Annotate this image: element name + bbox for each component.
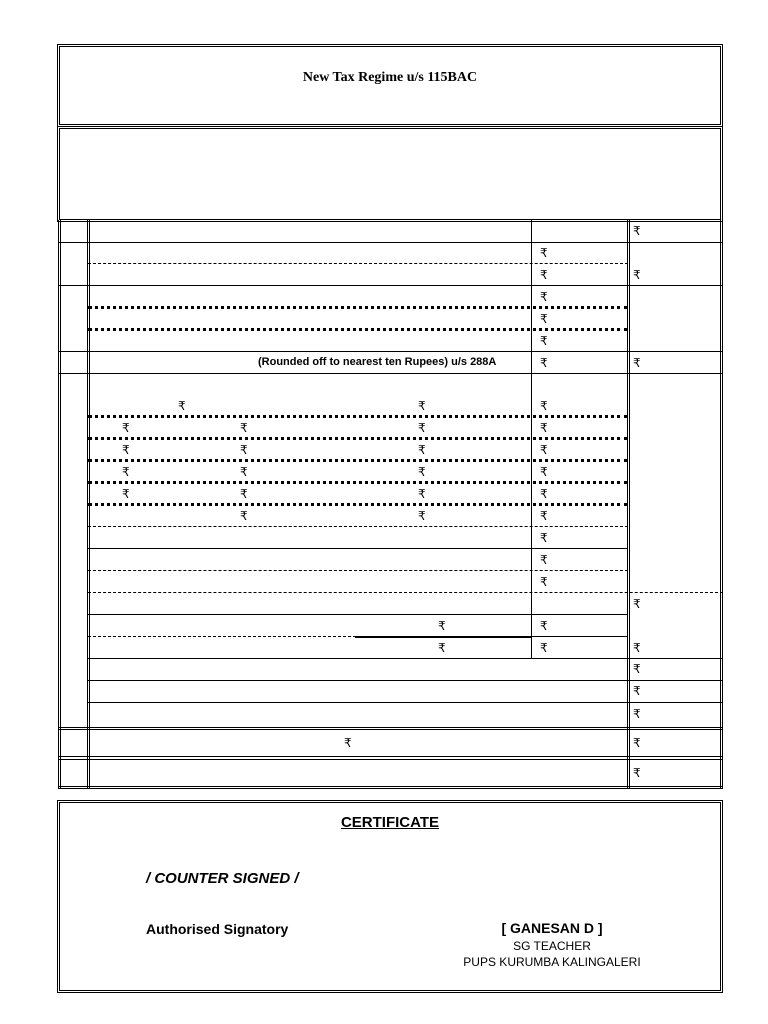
rupee-icon: ₹	[540, 487, 548, 501]
row-line	[58, 759, 723, 760]
rupee-icon: ₹	[633, 707, 641, 721]
rupee-icon: ₹	[240, 421, 248, 435]
row-line	[88, 702, 723, 703]
underline-segment	[355, 636, 531, 638]
rupee-icon: ₹	[633, 662, 641, 676]
rupee-icon: ₹	[438, 619, 446, 633]
row-line	[58, 756, 723, 757]
rupee-icon: ₹	[633, 684, 641, 698]
rupee-icon: ₹	[418, 465, 426, 479]
rupee-icon: ₹	[418, 487, 426, 501]
rupee-icon: ₹	[418, 443, 426, 457]
row-dotted-line	[88, 437, 628, 440]
rupee-icon: ₹	[540, 619, 548, 633]
rupee-icon: ₹	[540, 509, 548, 523]
rupee-icon: ₹	[540, 465, 548, 479]
rupee-icon: ₹	[240, 465, 248, 479]
rupee-icon: ₹	[438, 641, 446, 655]
rupee-icon: ₹	[540, 399, 548, 413]
rupee-icon: ₹	[122, 487, 130, 501]
info-box	[57, 126, 723, 222]
rupee-icon: ₹	[540, 575, 548, 589]
row-line	[58, 786, 723, 787]
table-left-border	[58, 220, 61, 788]
row-dashed-line	[88, 592, 723, 593]
rupee-icon: ₹	[540, 443, 548, 457]
signatory-name: [ GANESAN D ]	[501, 920, 603, 936]
rupee-icon: ₹	[540, 312, 548, 326]
rupee-icon: ₹	[122, 465, 130, 479]
row-dotted-line	[88, 306, 628, 309]
rupee-icon: ₹	[633, 268, 641, 282]
row-line	[58, 351, 723, 352]
rupee-icon: ₹	[633, 224, 641, 238]
rupee-icon: ₹	[633, 641, 641, 655]
rupee-icon: ₹	[540, 334, 548, 348]
rupee-icon: ₹	[540, 641, 548, 655]
row-dotted-line	[88, 503, 628, 506]
rupee-icon: ₹	[418, 421, 426, 435]
row-line	[58, 242, 723, 243]
rupee-icon: ₹	[540, 246, 548, 260]
row-line	[88, 548, 628, 549]
row-line	[58, 373, 723, 374]
rupee-icon: ₹	[540, 553, 548, 567]
counter-signed-label: / COUNTER SIGNED /	[146, 870, 299, 887]
rupee-icon: ₹	[344, 736, 352, 750]
rupee-icon: ₹	[240, 509, 248, 523]
rupee-icon: ₹	[240, 487, 248, 501]
row-line	[88, 614, 628, 615]
rupee-icon: ₹	[633, 766, 641, 780]
rupee-icon: ₹	[418, 509, 426, 523]
row-dashed-line	[88, 263, 628, 264]
rupee-icon: ₹	[633, 597, 641, 611]
row-line	[58, 729, 723, 730]
row-line	[88, 658, 723, 659]
row-dotted-line	[88, 481, 628, 484]
signatory-school: PUPS KURUMBA KALINGALERI	[463, 955, 641, 969]
signatory-designation: SG TEACHER	[513, 939, 591, 953]
rupee-icon: ₹	[540, 421, 548, 435]
row-dotted-line	[88, 328, 628, 331]
rupee-icon: ₹	[540, 356, 548, 370]
rupee-icon: ₹	[240, 443, 248, 457]
row-dashed-line	[88, 526, 628, 527]
rupee-icon: ₹	[418, 399, 426, 413]
rupee-icon: ₹	[633, 356, 641, 370]
row-line	[531, 636, 628, 637]
row-line	[58, 727, 723, 728]
certificate-heading: CERTIFICATE	[340, 814, 440, 831]
row-line	[88, 680, 723, 681]
row-dotted-line	[88, 415, 628, 418]
rupee-icon: ₹	[540, 531, 548, 545]
rupee-icon: ₹	[178, 399, 186, 413]
rupee-icon: ₹	[122, 443, 130, 457]
rupee-icon: ₹	[122, 421, 130, 435]
rupee-icon: ₹	[633, 736, 641, 750]
rupee-icon: ₹	[540, 268, 548, 282]
row-dotted-line	[88, 459, 628, 462]
page-title: New Tax Regime u/s 115BAC	[302, 70, 478, 85]
row-dashed-line	[88, 570, 628, 571]
rounding-note: (Rounded off to nearest ten Rupees) u/s 288A	[258, 356, 497, 368]
row-line	[58, 285, 723, 286]
row-line	[58, 788, 723, 789]
authorised-signatory-label: Authorised Signatory	[146, 921, 289, 937]
rupee-icon: ₹	[540, 290, 548, 304]
